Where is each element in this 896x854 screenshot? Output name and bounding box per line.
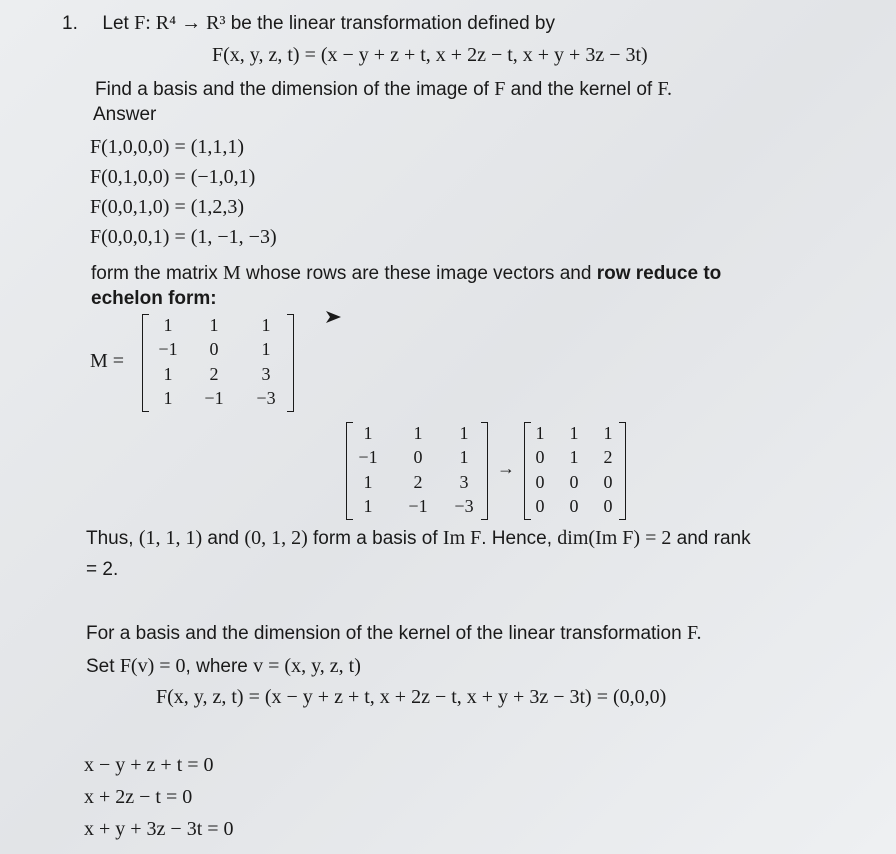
conclusion-mid: form a basis of (307, 528, 443, 549)
problem-map: F: R⁴ → R³ (134, 12, 226, 34)
kernel-equation: F(x, y, z, t) = (x − y + z + t, x + 2z − t, x + y + 3z − 3t) = (0,0,0) (156, 686, 667, 708)
matrix-cell: −1 (158, 339, 178, 359)
matrix-cell: 1 (569, 423, 579, 443)
matrix-cell: 1 (459, 447, 469, 467)
matrix-cell: 0 (535, 447, 545, 467)
matrix-cell: 0 (413, 447, 423, 467)
problem-statement-post: be the linear transformation defined by (225, 13, 555, 34)
matrix-cell: 1 (535, 423, 545, 443)
kernel-intro-F: F. (686, 622, 702, 644)
matrix-cell: 3 (459, 472, 469, 492)
conclusion-dim: dim(Im F) = 2 (557, 527, 672, 549)
matrix-cell: 1 (163, 315, 173, 335)
matrix-cell: 0 (569, 496, 579, 516)
matrix-cell: 1 (163, 388, 173, 408)
system-equation: x + y + 3z − 3t = 0 (84, 818, 234, 840)
matrix-cell: 1 (363, 496, 373, 516)
instruction-mid: whose rows are these image vectors and (240, 263, 597, 284)
image-line: F(0,0,1,0) = (1,2,3) (90, 196, 245, 218)
matrix-cell: 1 (261, 339, 271, 359)
basis-vector-1: (1, 1, 1) (138, 527, 203, 549)
matrix-M (142, 314, 294, 412)
matrix-cell: −3 (256, 388, 276, 408)
conclusion-line-2: = 2. (86, 559, 119, 580)
task-pre: Find a basis and the dimension of the image of (95, 79, 495, 100)
problem-statement-pre: Let (102, 13, 135, 34)
matrix-cell: 1 (569, 447, 579, 467)
instruction-line (91, 262, 721, 285)
answer-label: Answer (93, 104, 157, 125)
conclusion-and: and (202, 528, 245, 549)
definition: F(x, y, z, t) = (x − y + z + t, x + 2z − t, x + y + 3z − 3t) (212, 44, 648, 66)
instruction-M: M (222, 262, 241, 284)
instruction-bold2: echelon form: (91, 288, 217, 309)
basis-vector-2: (0, 1, 2) (244, 527, 308, 549)
kernel-set-v: v = (x, y, z, t) (253, 655, 361, 677)
matrix-cell: 1 (163, 364, 173, 384)
task-mid: and the kernel of (505, 79, 658, 100)
matrix-cell: 2 (413, 472, 423, 492)
kernel-set-mid: , where (185, 656, 254, 677)
conclusion-pre: Thus, (86, 528, 139, 549)
matrix-cell: 0 (569, 472, 579, 492)
kernel-set-eq: F(v) = 0 (119, 655, 186, 677)
conclusion-im: Im F (442, 527, 482, 549)
matrix-cell: 1 (363, 423, 373, 443)
matrix-cell: 1 (261, 315, 271, 335)
matrix-cell: 1 (603, 423, 613, 443)
conclusion-hence: . Hence, (481, 528, 558, 549)
instruction-pre: form the matrix (91, 263, 223, 284)
image-line: F(1,0,0,0) = (1,1,1) (90, 136, 245, 158)
system-equation: x + 2z − t = 0 (84, 786, 193, 808)
task-line (95, 78, 672, 101)
matrix-cell: 0 (209, 339, 219, 359)
image-line: F(0,0,0,1) = (1, −1, −3) (90, 226, 277, 248)
kernel-set-pre: Set (86, 656, 120, 677)
matrix-reduce-left (346, 422, 488, 520)
matrix-cell: −1 (358, 447, 378, 467)
matrix-cell: −1 (204, 388, 224, 408)
conclusion-rank: and rank (671, 528, 751, 549)
reduce-arrow: → (497, 458, 515, 478)
kernel-set-line (86, 655, 361, 678)
problem-line-1 (62, 12, 555, 35)
matrix-cell: 0 (535, 472, 545, 492)
task-post: F. (657, 78, 673, 100)
task-F: F (494, 78, 506, 100)
matrix-cell: 0 (603, 496, 613, 516)
instruction-bold1: row reduce to (596, 263, 722, 284)
matrix-cell: 1 (459, 423, 469, 443)
image-line: F(0,1,0,0) = (−1,0,1) (90, 166, 256, 188)
system-equation: x − y + z + t = 0 (84, 754, 214, 776)
matrix-label: M = (90, 350, 125, 372)
problem-number: 1. (62, 13, 78, 34)
matrix-cell: 1 (413, 423, 423, 443)
matrix-cell: 2 (603, 447, 613, 467)
matrix-bracket-right (287, 314, 294, 412)
kernel-intro-pre: For a basis and the dimension of the kernel of the linear transformation (86, 623, 687, 644)
matrix-cell: 1 (363, 472, 373, 492)
matrix-cell: 1 (209, 315, 219, 335)
conclusion-line (86, 527, 751, 550)
matrix-cell: 3 (261, 364, 271, 384)
cursor-arrow-icon (326, 310, 342, 324)
matrix-cell: −3 (454, 496, 474, 516)
matrix-cell: 0 (603, 472, 613, 492)
matrix-cell: 2 (209, 364, 219, 384)
matrix-cell: −1 (408, 496, 428, 516)
matrix-cell: 0 (535, 496, 545, 516)
matrix-reduce-right (524, 422, 626, 520)
kernel-intro (86, 622, 701, 645)
